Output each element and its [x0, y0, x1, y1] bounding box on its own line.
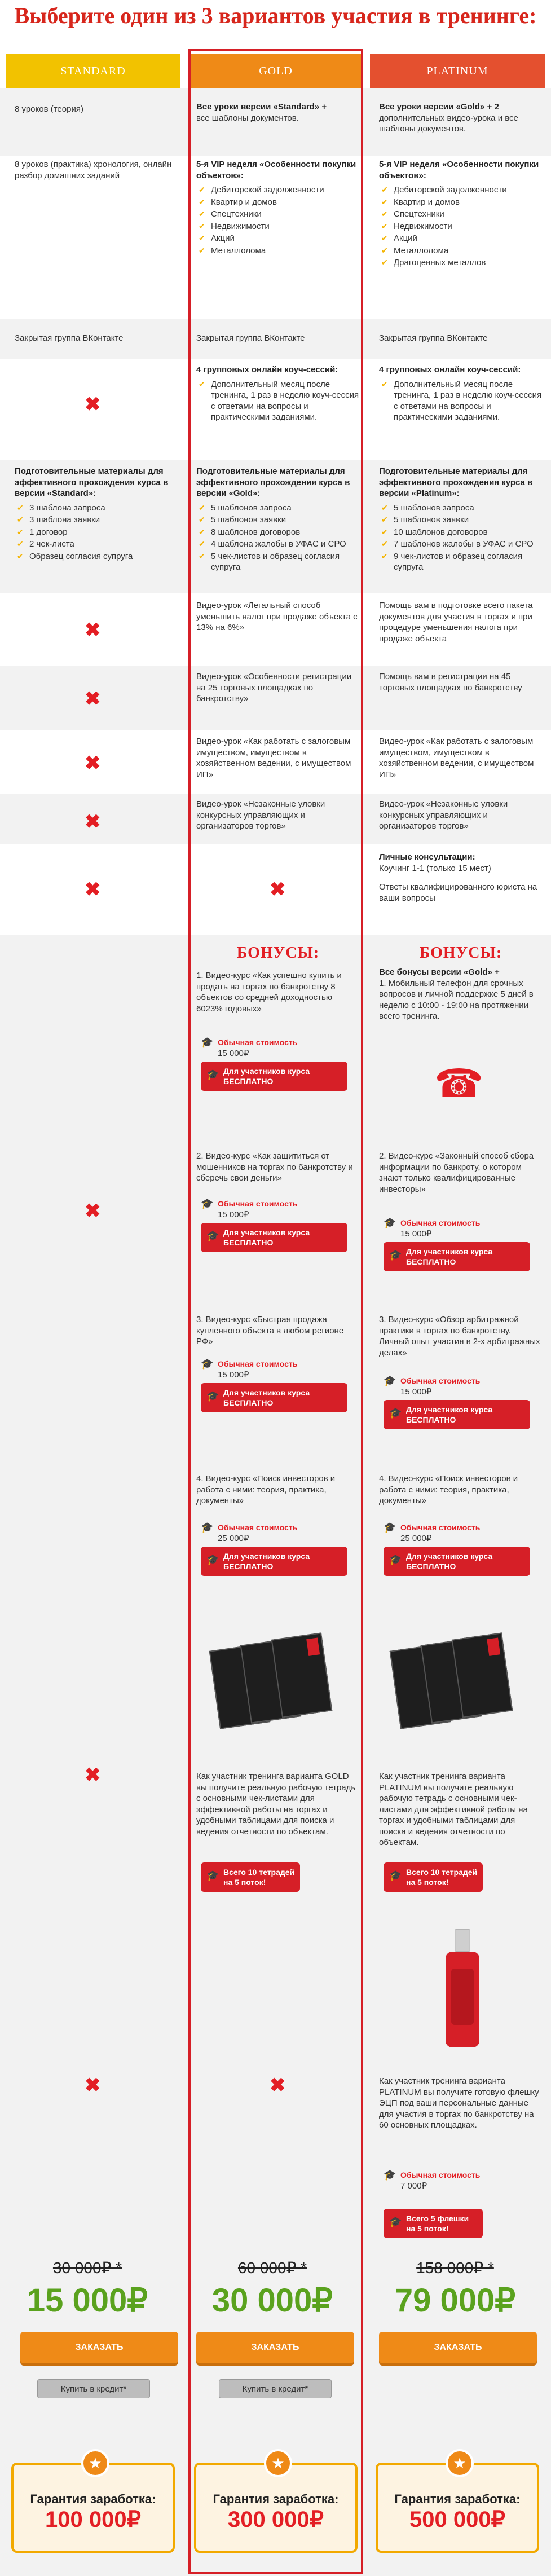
- gold-bonus-1-price: [201, 1038, 347, 1091]
- gold-order-button[interactable]: ЗАКАЗАТЬ: [196, 2332, 354, 2363]
- platinum-row2-list: [379, 184, 543, 268]
- gold-row5: [196, 466, 360, 574]
- standard-credit-button[interactable]: Купить в кредит*: [37, 2379, 150, 2398]
- free-bonus-button[interactable]: 🎓 Для участников курса БЕСПЛАТНО: [201, 1223, 347, 1252]
- price-value: 15 000₽: [400, 1229, 432, 1239]
- standard-old-price: 30 000₽ *: [52, 2259, 122, 2276]
- list-item: ✔ 10 шаблонов договоров: [379, 527, 543, 538]
- gold-bonus-3-price: [201, 1359, 347, 1412]
- platinum-row5: [379, 466, 543, 574]
- free-bonus-button[interactable]: 🎓 Для участников курса БЕСПЛАТНО: [384, 1242, 530, 1271]
- standard-new-price: 15 000₽: [27, 2282, 148, 2319]
- platinum-row6: Помощь вам в подготовке всего пакета документов для участия в торгах и при процедуре уменьшения налога при продаже объекта: [379, 601, 533, 644]
- platinum-row1-text: дополнительных видео-урока и все шаблоны документов.: [379, 113, 518, 134]
- price-label: 🎓 Обычная стоимость: [384, 1218, 530, 1227]
- gold-new-price: 30 000₽: [211, 2282, 333, 2319]
- price-label: 🎓 Обычная стоимость: [384, 1523, 530, 1532]
- gold-bonus-title-wrap: [196, 943, 360, 963]
- price-value: 15 000₽: [218, 1049, 249, 1058]
- standard-order-button[interactable]: ЗАКАЗАТЬ: [20, 2332, 178, 2363]
- guarantee-value: 500 000₽: [409, 2507, 506, 2532]
- list-item: ✔ 5 чек-листов и образец согласия супруга: [196, 551, 360, 573]
- gold-row1-text: все шаблоны документов.: [196, 113, 299, 123]
- standard-row5: [15, 466, 176, 563]
- gold-row1-bold: Все уроки версии «Standard» +: [196, 102, 327, 112]
- list-item: ✔ 5 шаблонов заявки: [379, 514, 543, 526]
- gold-guarantee: [194, 2455, 358, 2553]
- platinum-row5-head: Подготовительные материалы для эффективного прохождения курса в версии «Platinum»:: [379, 466, 533, 498]
- gold-bonus-2: 2. Видео-курс «Как защититься от мошенников на торгах по банкротству и сберечь свои деньги»: [196, 1151, 353, 1183]
- list-item: ✔ Акций: [196, 233, 360, 244]
- not-included-icon: ✖: [85, 688, 101, 710]
- guarantee-value: 100 000₽: [45, 2507, 142, 2532]
- standard-row3: Закрытая группа ВКонтакте: [15, 333, 124, 343]
- gold-bonus-1: 1. Видео-курс «Как успешно купить и продать на торгах по банкротству 8 объектов со средней доходностью 6023% годовых»: [196, 971, 342, 1014]
- platinum-row8: Видео-урок «Как работать с залоговым имуществом, имуществом в хозяйственном ведении, с имуществом ИП»: [379, 737, 534, 780]
- price-label: 🎓 Обычная стоимость: [201, 1199, 347, 1208]
- price-value: 15 000₽: [218, 1370, 249, 1380]
- not-included-icon: ✖: [85, 1200, 101, 1222]
- not-included-icon: ✖: [85, 752, 101, 774]
- standard-row5-list: [15, 503, 176, 562]
- platinum-bonus-lead: Все бонусы версии «Gold» +: [379, 967, 500, 977]
- price-label: 🎓 Обычная стоимость: [201, 1523, 347, 1532]
- not-included-icon: ✖: [270, 2075, 286, 2096]
- list-item: ✔ Спецтехники: [196, 209, 360, 220]
- price-value: 25 000₽: [400, 1534, 432, 1543]
- platinum-new-price: 79 000₽: [394, 2282, 516, 2319]
- platinum-row3: Закрытая группа ВКонтакте: [379, 333, 488, 343]
- list-item: ✔ Дебиторской задолженности: [196, 184, 360, 196]
- list-item: ✔ 7 шаблонов жалобы в УФАС и СРО: [379, 539, 543, 550]
- platinum-flash-price: [384, 2170, 530, 2191]
- list-item: ✔ Квартир и домов: [379, 197, 543, 208]
- platinum-row4-head: 4 групповых онлайн коуч-сессий:: [379, 365, 521, 375]
- gold-row2: [196, 159, 360, 257]
- list-item: ✔ Недвижимости: [379, 221, 543, 232]
- list-item: ✔ Дополнительный месяц после тренинга, 1 раз в неделю коуч-сессия с ответами на вопросы и практическими заданиями.: [196, 379, 360, 423]
- platinum-row1: [379, 102, 543, 135]
- platinum-row10-line2: Ответы квалифицированного юриста на ваши вопросы: [379, 882, 537, 903]
- list-item: ✔ Дополнительный месяц после тренинга, 1 раз в неделю коуч-сессия с ответами на вопросы и практическими заданиями.: [379, 379, 543, 423]
- price-label: 🎓 Обычная стоимость: [384, 1376, 530, 1385]
- gold-bonus-title: БОНУСЫ:: [236, 944, 320, 962]
- platinum-bonus-2: 2. Видео-курс «Законный способ сбора информации по банкроту, о котором знают только квалифицированные инвесторы»: [379, 1151, 534, 1194]
- gold-bonus-2-price: [201, 1199, 347, 1252]
- gold-row4-list: [196, 379, 360, 423]
- list-item: ✔ 4 шаблона жалобы в УФАС и СРО: [196, 539, 360, 550]
- platinum-row9: Видео-урок «Незаконные уловки конкурсных управляющих и организаторов торгов»: [379, 799, 508, 831]
- plan-platinum-header: PLATINUM: [370, 54, 545, 88]
- platinum-bonus-4-price: [384, 1523, 530, 1576]
- gold-workbook-text: Как участник тренинга варианта GOLD вы получите реальную рабочую тетрадь с основными чек-листами для эффективной работы на торгах и удобными таблицами для поиска и ведения отчетности по объектам.: [196, 1772, 356, 1837]
- gold-workbook-button[interactable]: 🎓 Всего 10 тетрадей на 5 поток!: [201, 1862, 300, 1892]
- platinum-row2-head: 5-я VIP неделя «Особенности покупки объектов»:: [379, 160, 539, 180]
- gold-old-price: 60 000₽ *: [237, 2259, 307, 2276]
- medal-icon: ★: [81, 2449, 109, 2477]
- list-item: ✔ Дебиторской задолженности: [379, 184, 543, 196]
- not-included-icon: ✖: [85, 394, 101, 415]
- plan-standard-column: [6, 54, 180, 2575]
- list-item: ✔ 3 шаблона заявки: [15, 514, 176, 526]
- list-item: ✔ 8 шаблонов договоров: [196, 527, 360, 538]
- platinum-row1-bold: Все уроки версии «Gold» + 2: [379, 102, 499, 112]
- price-label: 🎓 Обычная стоимость: [201, 1038, 347, 1047]
- platinum-order-button[interactable]: ЗАКАЗАТЬ: [379, 2332, 537, 2363]
- list-item: ✔ 1 договор: [15, 527, 176, 538]
- free-bonus-button[interactable]: 🎓 Для участников курса БЕСПЛАТНО: [384, 1547, 530, 1576]
- not-included-icon: ✖: [85, 879, 101, 900]
- gold-row8: Видео-урок «Как работать с залоговым имуществом, имуществом в хозяйственном ведении, с имуществом ИП»: [196, 737, 351, 780]
- gold-row3: Закрытая группа ВКонтакте: [196, 333, 305, 343]
- standard-guarantee: [11, 2455, 175, 2553]
- free-bonus-button[interactable]: 🎓 Для участников курса БЕСПЛАТНО: [384, 1400, 530, 1429]
- price-value: 15 000₽: [218, 1210, 249, 1219]
- platinum-guarantee: [376, 2455, 539, 2553]
- platinum-bonus-intro: 1. Мобильный телефон для срочных вопросов и личной поддержке 5 дней в неделю с 10:00 - 19:00 на протяжении всего тренинга.: [379, 978, 534, 1021]
- guarantee-label: Гарантия заработка:: [394, 2492, 521, 2506]
- gold-row1: [196, 102, 360, 124]
- platinum-bonus-4: 4. Видео-курс «Поиск инвесторов и работа с ними: теория, практика, документы»: [379, 1474, 518, 1505]
- not-included-icon: ✖: [85, 619, 101, 641]
- guarantee-value: 300 000₽: [227, 2507, 324, 2532]
- not-included-icon: ✖: [85, 811, 101, 833]
- gold-row2-head: 5-я VIP неделя «Особенности покупки объектов»:: [196, 160, 356, 180]
- list-item: ✔ Драгоценных металлов: [379, 257, 543, 268]
- list-item: ✔ 5 шаблонов запроса: [196, 503, 360, 514]
- list-item: ✔ Недвижимости: [196, 221, 360, 232]
- guarantee-label: Гарантия заработка:: [213, 2492, 339, 2506]
- platinum-row4-list: [379, 379, 543, 423]
- not-included-icon: ✖: [85, 1764, 101, 1786]
- gold-row4-head: 4 групповых онлайн коуч-сессий:: [196, 365, 338, 375]
- platinum-row10-line1: Коучинг 1-1 (только 15 мест): [379, 863, 491, 873]
- platinum-row2: [379, 159, 543, 270]
- price-label: 🎓 Обычная стоимость: [384, 2170, 530, 2179]
- gold-row2-list: [196, 184, 360, 256]
- platinum-bonus-2-price: [384, 1218, 530, 1271]
- list-item: ✔ Металлолома: [196, 245, 360, 257]
- workbook-image: [395, 1636, 508, 1737]
- list-item: ✔ 3 шаблона запроса: [15, 503, 176, 514]
- platinum-bonus-title-wrap: [379, 943, 543, 1022]
- gold-row7: Видео-урок «Особенности регистрации на 25 торговых площадках по банкротству»: [196, 672, 352, 703]
- gold-bonus-4-price: [201, 1523, 347, 1576]
- list-item: ✔ Квартир и домов: [196, 197, 360, 208]
- price-value: 25 000₽: [218, 1534, 249, 1543]
- plan-gold-column: [188, 49, 363, 2574]
- list-item: ✔ 5 шаблонов запроса: [379, 503, 543, 514]
- gold-row9: Видео-урок «Незаконные уловки конкурсных управляющих и организаторов торгов»: [196, 799, 325, 831]
- list-item: ✔ Спецтехники: [379, 209, 543, 220]
- platinum-workbook-text: Как участник тренинга варианта PLATINUM вы получите реальную рабочую тетрадь с основными чек-листами для эффективной работы на торгах и удобными таблицами для поиска и ведения отчетности по объектам.: [379, 1772, 528, 1847]
- standard-row1: 8 уроков (теория): [15, 104, 83, 114]
- list-item: ✔ 2 чек-листа: [15, 539, 176, 550]
- medal-icon: ★: [446, 2449, 474, 2477]
- page-title: Выберите один из 3 вариантов участия в тренинге:: [14, 3, 537, 28]
- plan-standard-header: STANDARD: [6, 54, 180, 88]
- free-bonus-button[interactable]: 🎓 Для участников курса БЕСПЛАТНО: [201, 1383, 347, 1412]
- platinum-bonus-title: БОНУСЫ:: [419, 944, 502, 962]
- gold-row5-list: [196, 503, 360, 573]
- platinum-row5-list: [379, 503, 543, 573]
- platinum-bonus-3: 3. Видео-курс «Обзор арбитражной практики в торгах по банкротству. Личный опыт участия в 2-х арбитражных делах»: [379, 1315, 540, 1358]
- list-item: ✔ 5 шаблонов заявки: [196, 514, 360, 526]
- list-item: ✔ 9 чек-листов и образец согласия супруга: [379, 551, 543, 573]
- gold-row4: [196, 364, 360, 424]
- price-label: 🎓 Обычная стоимость: [201, 1359, 347, 1368]
- gold-bonus-4: 4. Видео-курс «Поиск инвесторов и работа с ними: теория, практика, документы»: [196, 1474, 336, 1505]
- platinum-flash-button[interactable]: 🎓 Всего 5 флешки на 5 поток!: [384, 2209, 483, 2238]
- standard-row2: 8 уроков (практика) хронология, онлайн разбор домашних заданий: [15, 160, 172, 180]
- standard-row5-head: Подготовительные материалы для эффективного прохождения курса в версии «Standard»:: [15, 466, 169, 498]
- platinum-flash-text: Как участник тренинга варианта PLATINUM вы получите готовую флешку ЭЦП под ваши персональные данные для участия в торгах по банкротству на 60 основных площадках.: [379, 2076, 539, 2130]
- gold-credit-button[interactable]: Купить в кредит*: [219, 2379, 332, 2398]
- free-bonus-button[interactable]: 🎓 Для участников курса БЕСПЛАТНО: [201, 1062, 347, 1091]
- platinum-bonus-3-price: [384, 1376, 530, 1429]
- free-bonus-button[interactable]: 🎓 Для участников курса БЕСПЛАТНО: [201, 1547, 347, 1576]
- gold-row6: Видео-урок «Легальный способ уменьшить налог при продаже объекта с 13% на 6%»: [196, 601, 358, 632]
- guarantee-label: Гарантия заработка:: [30, 2492, 156, 2506]
- list-item: ✔ Акций: [379, 233, 543, 244]
- phone-icon: ☎: [434, 1062, 484, 1106]
- platinum-row4: [379, 364, 543, 424]
- gold-row5-head: Подготовительные материалы для эффективного прохождения курса в версии «Gold»:: [196, 466, 350, 498]
- medal-icon: ★: [264, 2449, 292, 2477]
- platinum-row10: [379, 852, 543, 904]
- platinum-old-price: 158 000₽ *: [416, 2259, 494, 2276]
- list-item: ✔ Металлолома: [379, 245, 543, 257]
- not-included-icon: ✖: [85, 2075, 101, 2096]
- platinum-row10-head: Личные консультации:: [379, 852, 475, 862]
- platinum-workbook-button[interactable]: 🎓 Всего 10 тетрадей на 5 поток!: [384, 1862, 483, 1892]
- workbook-image: [214, 1636, 327, 1737]
- price-value: 15 000₽: [400, 1387, 432, 1397]
- list-item: ✔ Образец согласия супруга: [15, 551, 176, 562]
- plan-gold-header: GOLD: [191, 54, 361, 88]
- platinum-row7: Помощь вам в регистрации на 45 торговых площадках по банкротству: [379, 672, 522, 693]
- usb-flash-icon: [429, 1929, 496, 2053]
- not-included-icon: ✖: [270, 879, 286, 900]
- gold-bonus-3: 3. Видео-курс «Быстрая продажа купленного объекта в любом регионе РФ»: [196, 1315, 344, 1346]
- price-value: 7 000₽: [400, 2181, 427, 2191]
